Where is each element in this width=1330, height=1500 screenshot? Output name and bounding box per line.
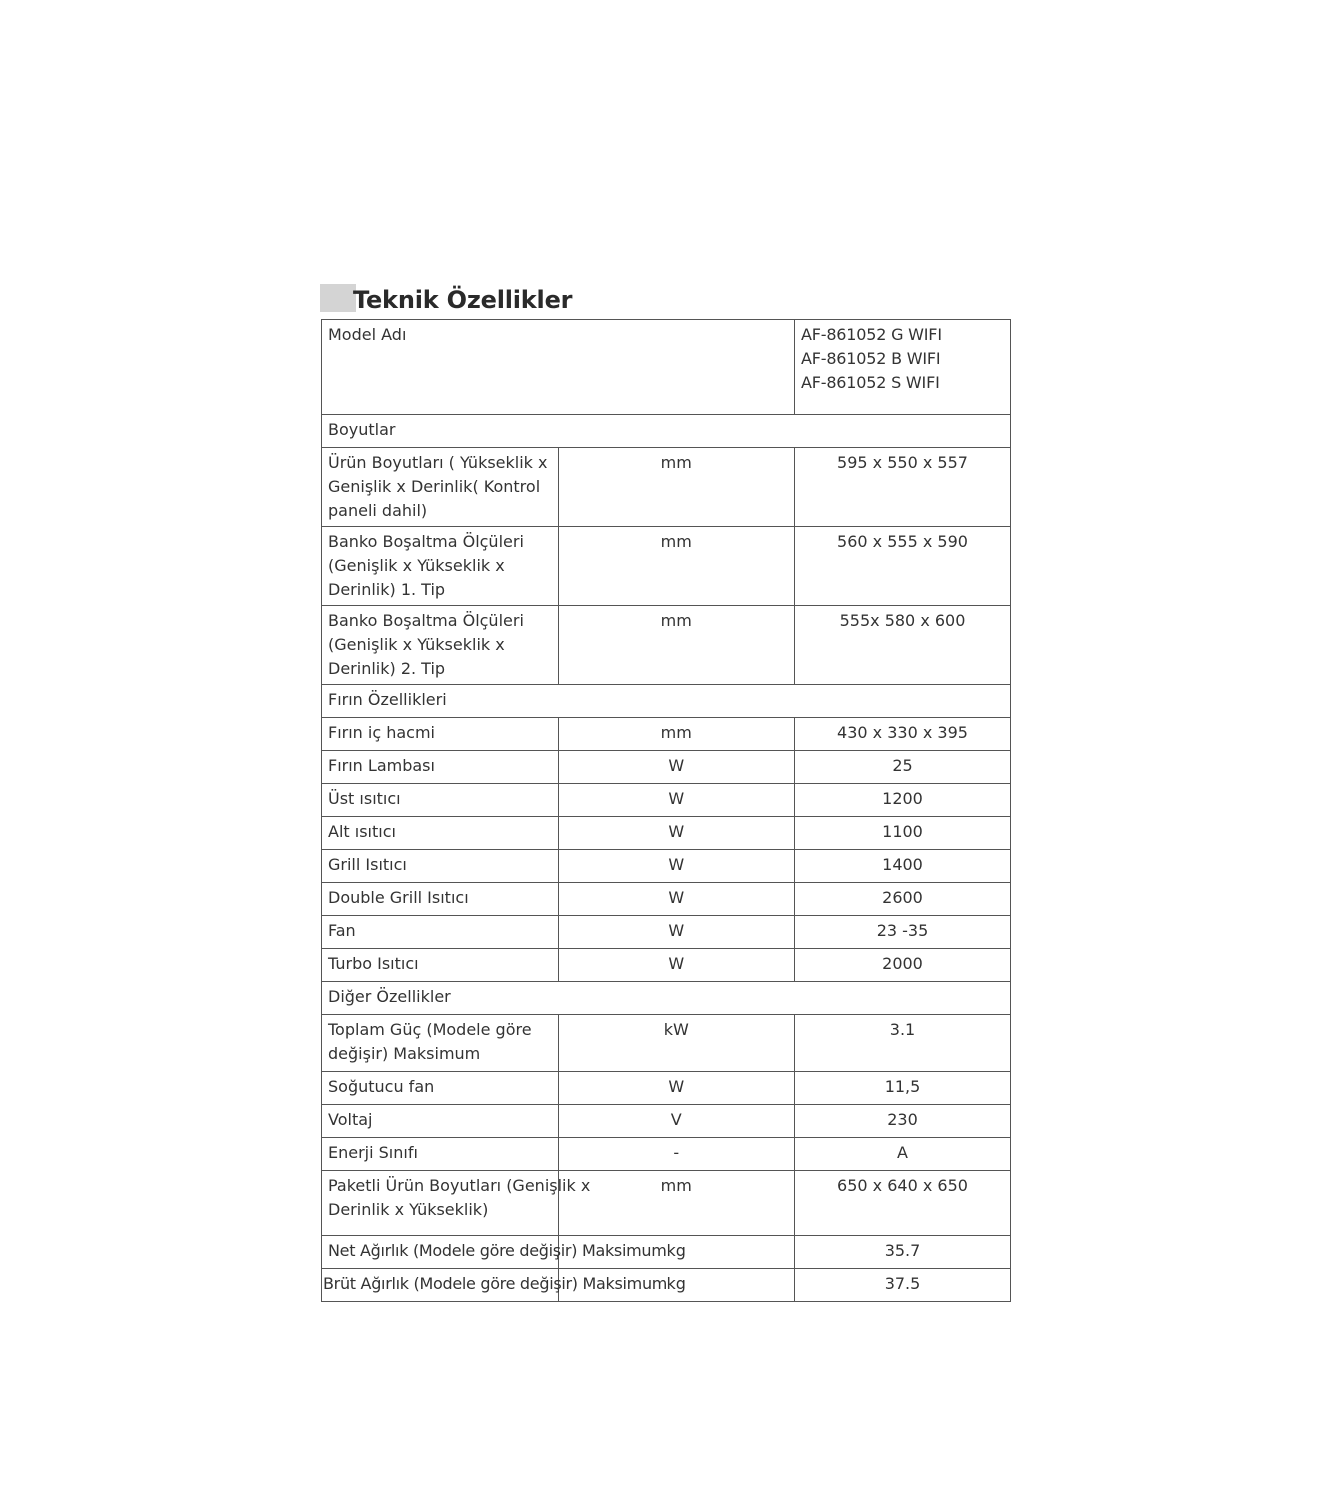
spec-unit: mm xyxy=(558,718,795,751)
spec-unit: mm xyxy=(558,448,795,527)
spec-unit: W xyxy=(558,949,795,982)
spec-unit: W xyxy=(558,1072,795,1105)
table-row xyxy=(322,850,1011,883)
spec-label: Enerji Sınıfı xyxy=(322,1138,559,1171)
spec-label: Soğutucu fan xyxy=(322,1072,559,1105)
model-names xyxy=(795,320,1011,415)
table-row xyxy=(322,1015,1011,1072)
section-title: Boyutlar xyxy=(322,415,1011,448)
spec-unit: W xyxy=(558,817,795,850)
spec-label: Banko Boşaltma Ölçüleri (Genişlik x Yükseklik x Derinlik) 1. Tip xyxy=(322,527,559,606)
spec-label: Net Ağırlık (Modele göre değişir) Maksimum xyxy=(322,1236,559,1269)
spec-unit: W xyxy=(558,784,795,817)
table-row xyxy=(322,1105,1011,1138)
spec-label: Turbo Isıtıcı xyxy=(322,949,559,982)
spec-value: 23 -35 xyxy=(795,916,1011,949)
spec-value: 595 x 550 x 557 xyxy=(795,448,1011,527)
spec-unit: kg xyxy=(558,1236,795,1269)
spec-label xyxy=(322,1171,591,1236)
spec-value: 3.1 xyxy=(795,1015,1011,1072)
section-header-row xyxy=(322,685,1011,718)
spec-unit: W xyxy=(558,850,795,883)
table-row xyxy=(322,1269,1011,1302)
spec-value: 430 x 330 x 395 xyxy=(795,718,1011,751)
spec-value: 650 x 640 x 650 xyxy=(795,1171,1011,1236)
spec-label-text: Paketli Ürün Boyutları (Genişlik x Derinlik x Yükseklik) xyxy=(328,1176,591,1219)
table-row xyxy=(322,784,1011,817)
table-row xyxy=(322,606,1011,685)
spec-heading xyxy=(320,284,572,316)
spec-label xyxy=(322,1015,559,1072)
spec-unit: - xyxy=(558,1138,795,1171)
spec-unit: V xyxy=(558,1105,795,1138)
spec-label: Fırın iç hacmi xyxy=(322,718,559,751)
model-name: AF-861052 G WIFI xyxy=(801,325,942,344)
spec-label: Ürün Boyutları ( Yükseklik x Genişlik x Derinlik( Kontrol paneli dahil) xyxy=(322,448,559,527)
spec-value: 1100 xyxy=(795,817,1011,850)
spec-value: 35.7 xyxy=(795,1236,1011,1269)
spec-label: Voltaj xyxy=(322,1105,559,1138)
section-header-row xyxy=(322,415,1011,448)
section-title: Diğer Özellikler xyxy=(322,982,1011,1015)
spec-label-text: Toplam Güç (Modele göre değişir) Maksimum xyxy=(328,1020,532,1063)
table-row xyxy=(322,1236,1011,1269)
table-row xyxy=(322,448,1011,527)
heading-marker xyxy=(320,284,356,312)
table-row xyxy=(322,883,1011,916)
table-row xyxy=(322,1072,1011,1105)
table-row xyxy=(322,916,1011,949)
table-row xyxy=(322,751,1011,784)
model-label: Model Adı xyxy=(322,320,795,415)
spec-label: Grill Isıtıcı xyxy=(322,850,559,883)
spec-unit: W xyxy=(558,751,795,784)
section-title: Fırın Özellikleri xyxy=(322,685,1011,718)
spec-label: Fırın Lambası xyxy=(322,751,559,784)
spec-label: Fan xyxy=(322,916,559,949)
table-row xyxy=(322,527,1011,606)
page-title: Teknik Özellikler xyxy=(353,286,573,314)
spec-label: Alt ısıtıcı xyxy=(322,817,559,850)
spec-value: 1200 xyxy=(795,784,1011,817)
spec-value: A xyxy=(795,1138,1011,1171)
spec-unit: kW xyxy=(558,1015,795,1072)
spec-unit: mm xyxy=(558,606,795,685)
spec-label: Banko Boşaltma Ölçüleri (Genişlik x Yükseklik x Derinlik) 2. Tip xyxy=(322,606,559,685)
spec-unit: mm xyxy=(558,527,795,606)
section-header-row xyxy=(322,982,1011,1015)
spec-table xyxy=(321,319,1011,1302)
spec-value: 37.5 xyxy=(795,1269,1011,1302)
spec-value: 1400 xyxy=(795,850,1011,883)
spec-label: Brüt Ağırlık (Modele göre değişir) Maksimum xyxy=(322,1269,559,1302)
table-row xyxy=(322,1138,1011,1171)
spec-value: 25 xyxy=(795,751,1011,784)
table-row xyxy=(322,949,1011,982)
spec-value: 230 xyxy=(795,1105,1011,1138)
model-name: AF-861052 S WIFI xyxy=(801,373,940,392)
table-row xyxy=(322,718,1011,751)
spec-value: 2600 xyxy=(795,883,1011,916)
table-row xyxy=(322,1171,1011,1236)
model-row xyxy=(322,320,1011,415)
spec-value: 11,5 xyxy=(795,1072,1011,1105)
spec-unit: kg xyxy=(558,1269,795,1302)
spec-label: Üst ısıtıcı xyxy=(322,784,559,817)
spec-value: 555x 580 x 600 xyxy=(795,606,1011,685)
model-name: AF-861052 B WIFI xyxy=(801,349,941,368)
table-row xyxy=(322,817,1011,850)
spec-value: 2000 xyxy=(795,949,1011,982)
spec-unit: mm xyxy=(558,1171,795,1236)
spec-unit: W xyxy=(558,883,795,916)
spec-value: 560 x 555 x 590 xyxy=(795,527,1011,606)
spec-unit: W xyxy=(558,916,795,949)
spec-label: Double Grill Isıtıcı xyxy=(322,883,559,916)
